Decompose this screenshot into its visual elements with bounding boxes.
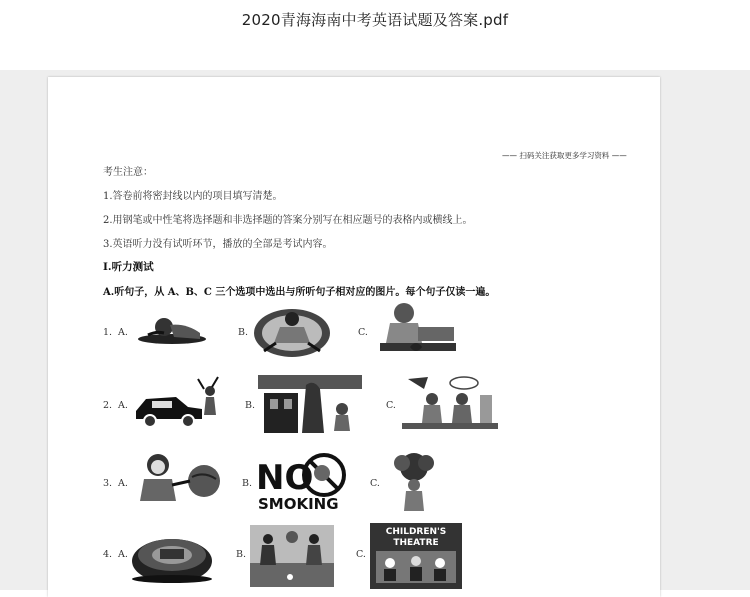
question-2-option-b-label: B. xyxy=(245,400,256,411)
question-1-picture-c xyxy=(370,299,460,359)
question-3-number: 3. xyxy=(103,478,113,489)
question-4-picture-b xyxy=(250,525,334,587)
pdf-page xyxy=(48,77,660,597)
question-4-option-a-label: A. xyxy=(118,549,128,560)
notice-heading: 考生注意： xyxy=(103,167,153,178)
question-1-picture-a xyxy=(134,313,214,347)
question-3-picture-a xyxy=(132,451,224,511)
question-1-number: 1. xyxy=(103,327,113,338)
section-title-listening: Ⅰ.听力测试 xyxy=(103,261,154,273)
question-3-option-c-label: C. xyxy=(370,478,380,489)
question-3-option-a-label: A. xyxy=(118,478,128,489)
title-bar xyxy=(0,0,750,70)
document-title: 2020青海海南中考英语试题及答案.pdf xyxy=(241,11,509,29)
question-2-option-a-label: A. xyxy=(118,400,128,411)
no-smoking-word-no: NO xyxy=(256,458,314,498)
question-2-option-c-label: C. xyxy=(386,400,396,411)
notice-item-1: 1.答卷前将密封线以内的项目填写清楚。 xyxy=(103,191,283,202)
question-2-number: 2. xyxy=(103,400,113,411)
question-1-picture-b xyxy=(250,303,332,359)
question-2-picture-c xyxy=(398,375,502,433)
part-a-instruction: A.听句子，从 A、B、C 三个选项中选出与所听句子相对应的图片。每个句子仅读一遍。 xyxy=(103,287,496,298)
question-4-number: 4. xyxy=(103,549,113,560)
question-3-option-b-label: B. xyxy=(242,478,253,489)
notice-item-3: 3.英语听力没有试听环节，播放的全部是考试内容。 xyxy=(103,239,333,250)
question-4-picture-a xyxy=(130,525,214,587)
question-3-picture-c xyxy=(384,451,444,515)
question-1-option-a-label: A. xyxy=(118,327,128,338)
question-4-option-b-label: B. xyxy=(236,549,247,560)
question-2-picture-a xyxy=(132,375,224,431)
question-3-picture-b xyxy=(254,451,350,515)
notice-item-2: 2.用钢笔或中性笔将选择题和非选择题的答案分别写在相应题号的表格内或横线上。 xyxy=(103,215,473,226)
qr-code-note: —— 扫码关注获取更多学习资料 —— xyxy=(502,151,627,160)
no-smoking-word-smoking: SMOKING xyxy=(258,495,339,513)
question-1-option-b-label: B. xyxy=(238,327,249,338)
question-4-picture-c xyxy=(370,523,462,589)
theatre-sign-line-2: THEATRE xyxy=(393,538,439,548)
question-4-option-c-label: C. xyxy=(356,549,366,560)
theatre-sign-line-1: CHILDREN'S xyxy=(385,527,447,537)
question-2-picture-b xyxy=(258,375,362,435)
question-1-option-c-label: C. xyxy=(358,327,368,338)
